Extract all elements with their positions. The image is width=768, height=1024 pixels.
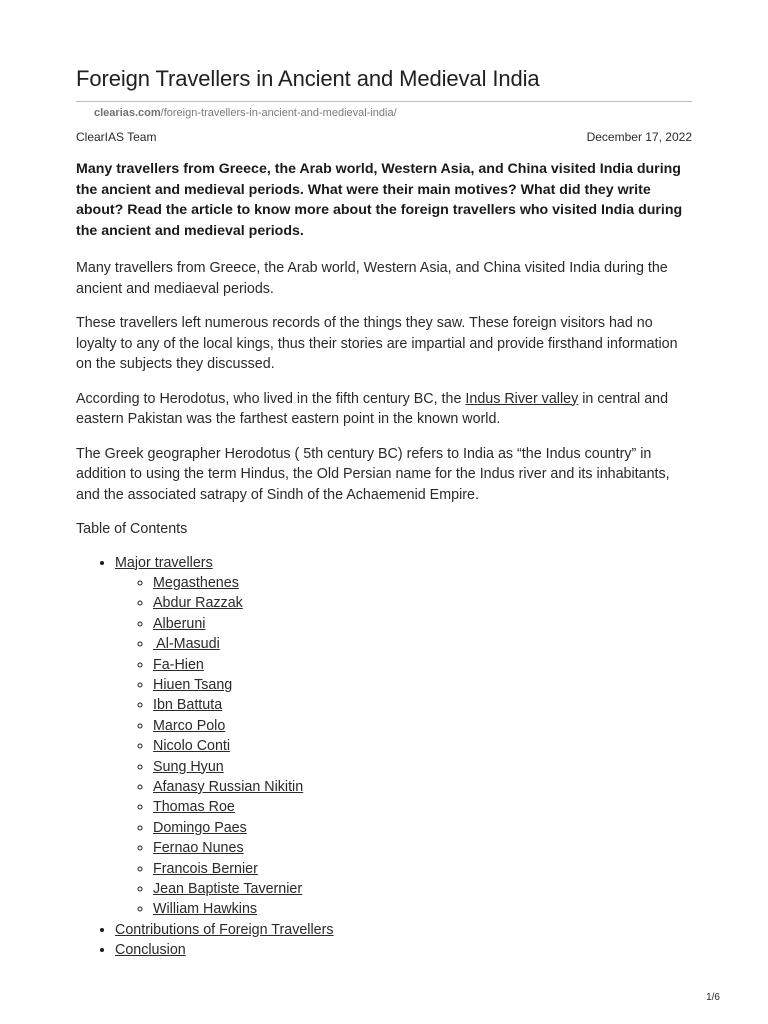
paragraph-4: The Greek geographer Herodotus ( 5th century BC) refers to India as “the Indus country” in addition to using the term Hindus, the Old Persian name for the Indus river and its inhabitants, and the associated satrapy of Sindh of the Achaemenid Empire. [76, 445, 670, 503]
indus-river-valley-link[interactable]: Indus River valley [465, 390, 579, 407]
toc-subitem [153, 675, 692, 695]
source-path[interactable]: /foreign-travellers-in-ancient-and-medieval-india/ [160, 107, 397, 119]
author: ClearIAS Team [76, 130, 157, 144]
toc-link-ibn-battuta[interactable]: Ibn Battuta [153, 697, 223, 714]
title-divider [76, 101, 692, 102]
toc-subitem [153, 879, 692, 899]
toc-subitem [153, 655, 692, 675]
toc-subitem [153, 716, 692, 736]
paragraph-1: Many travellers from Greece, the Arab world, Western Asia, and China visited India during the ancient and mediaeval periods. [76, 260, 668, 297]
source-domain[interactable]: clearias.com [94, 107, 161, 119]
toc-subitem [153, 593, 692, 613]
toc-link-francois-bernier[interactable]: Francois Bernier [153, 860, 258, 877]
toc-link-afanasy-nikitin[interactable]: Afanasy Russian Nikitin [153, 778, 304, 795]
toc-link-major-travellers[interactable]: Major travellers [115, 554, 213, 571]
toc-subitem [153, 859, 692, 879]
table-of-contents [76, 553, 692, 961]
toc-subitem [153, 899, 692, 919]
toc-link-conclusion[interactable]: Conclusion [115, 942, 186, 959]
source-url[interactable] [94, 107, 397, 119]
toc-link-contributions[interactable]: Contributions of Foreign Travellers [115, 921, 334, 938]
toc-subitem [153, 818, 692, 838]
toc-link-abdur-razzak[interactable]: Abdur Razzak [153, 595, 243, 612]
toc-subitem [153, 634, 692, 654]
article-body [76, 159, 692, 961]
toc-link-megasthenes[interactable]: Megasthenes [153, 574, 239, 591]
toc-link-sung-hyun[interactable]: Sung Hyun [153, 758, 224, 775]
toc-link-nicolo-conti[interactable]: Nicolo Conti [153, 738, 231, 755]
toc-link-al-masudi[interactable]: Al-Masudi [153, 636, 220, 653]
toc-link-william-hawkins[interactable]: William Hawkins [153, 901, 258, 918]
toc-subitem [153, 573, 692, 593]
toc-title: Table of Contents [76, 521, 188, 537]
paragraph-3-start: According to Herodotus, who lived in the fifth century BC, the [76, 390, 466, 407]
toc-item-conclusion [115, 940, 692, 960]
toc-subitem [153, 757, 692, 777]
toc-item-contributions [115, 920, 692, 940]
toc-subitem [153, 777, 692, 797]
page-title: Foreign Travellers in Ancient and Medieval India [76, 66, 540, 91]
paragraph-2: These travellers left numerous records of the things they saw. These foreign visitors had no loyalty to any of the local kings, thus their stories are impartial and provide firsthand information on the subjects they discussed. [76, 315, 678, 372]
paragraph-3 [76, 389, 692, 430]
toc-link-domingo-paes[interactable]: Domingo Paes [153, 819, 247, 836]
paragraph-3-end: in central and eastern Pakistan was the farthest eastern point in the known world. [76, 390, 669, 427]
article-meta [76, 130, 692, 144]
toc-link-alberuni[interactable]: Alberuni [153, 615, 206, 632]
toc-link-fernao-nunes[interactable]: Fernao Nunes [153, 840, 244, 857]
toc-link-marco-polo[interactable]: Marco Polo [153, 717, 226, 734]
toc-link-thomas-roe[interactable]: Thomas Roe [153, 799, 235, 816]
toc-subitem [153, 614, 692, 634]
page-number: 1/6 [706, 992, 720, 1003]
toc-subitem [153, 736, 692, 756]
toc-link-hiuen-tsang[interactable]: Hiuen Tsang [153, 676, 233, 693]
toc-subitem [153, 695, 692, 715]
intro-paragraph: Many travellers from Greece, the Arab world, Western Asia, and China visited India during the ancient and medieval periods. What were their main motives? What did they write about? Read the article to know more about the foreign travellers who visited India during the ancient and medieval periods. [76, 161, 683, 239]
toc-sublist-travellers [115, 573, 692, 920]
toc-link-jean-baptiste-tavernier[interactable]: Jean Baptiste Tavernier [153, 881, 303, 897]
toc-subitem [153, 797, 692, 817]
publish-date: December 17, 2022 [586, 130, 692, 144]
toc-item-major-travellers [115, 553, 692, 920]
toc-link-fa-hien[interactable]: Fa-Hien [153, 656, 204, 673]
toc-subitem [153, 838, 692, 858]
